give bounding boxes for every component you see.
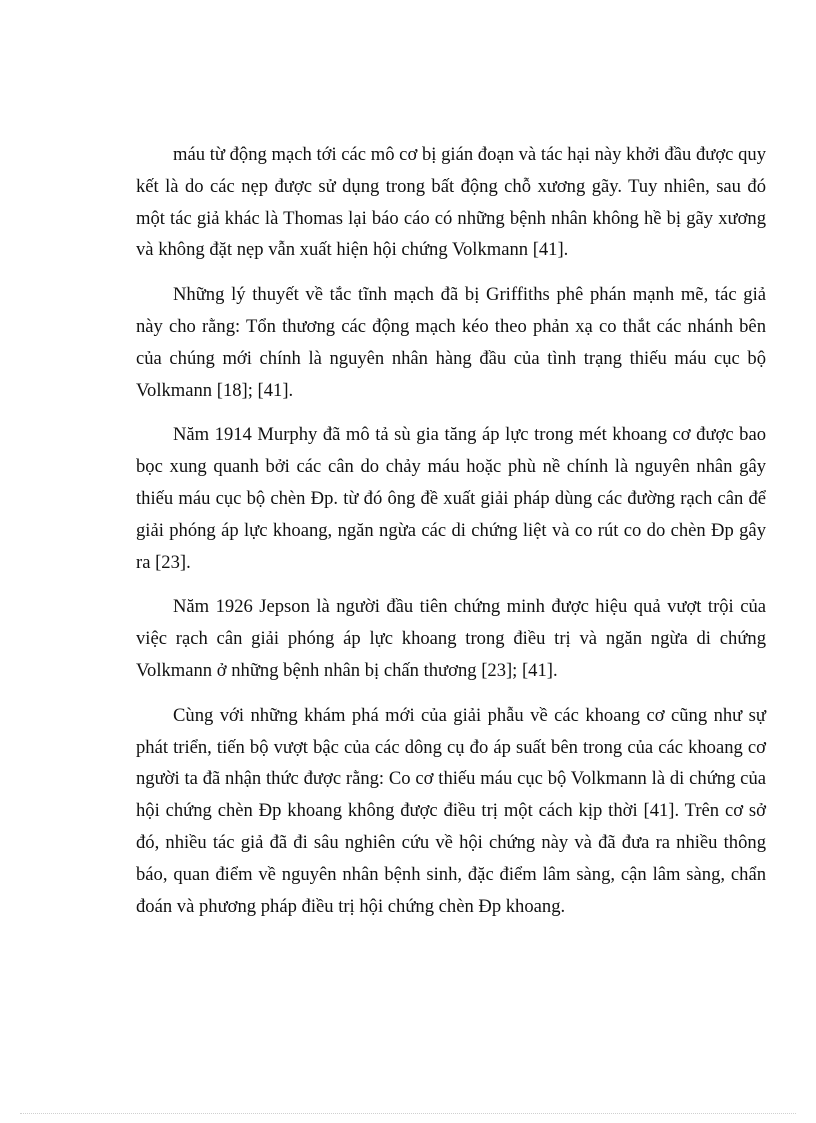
body-text [136,139,766,935]
paragraph-continued: máu từ động mạch tới các mô cơ bị gián đoạn và tác hại này khởi đầu được quy kết là do các nẹp được sử dụng trong bất động chỗ xương gãy. Tuy nhiên, sau đó một tác giả khác là Thomas lại báo cáo có những bệnh nhân không hề bị gãy xương và không đặt nẹp vẫn xuất hiện hội chứng Volkmann [41]. [136,144,766,261]
paragraph-jepson-1926: Năm 1926 Jepson là người đầu tiên chứng minh được hiệu quả vượt trội của việc rạch cân giải phóng áp lực khoang trong điều trị và ngăn ngừa di chứng Volkmann ở những bệnh nhân bị chấn thương [23]; [41]. [136,596,766,681]
paragraph-griffiths: Những lý thuyết về tắc tĩnh mạch đã bị Griffiths phê phán mạnh mẽ, tác giả này cho rằng: Tổn thương các động mạch kéo theo phản xạ co thắt các nhánh bên của chúng mới chính là nguyên nhân hàng đầu của tình trạng thiếu máu cục bộ Volkmann [18]; [41]. [136,284,766,401]
paragraph-khoang-co: Cùng với những khám phá mới của giải phẫu về các khoang cơ cũng như sự phát triển, tiến bộ vượt bậc của các dông cụ đo áp suất bên trong của các khoang cơ người ta đã nhận thức được rằng: Co cơ thiếu máu cục bộ Volkmann là di chứng của hội chứng chèn Đp khoang không được điều trị một cách kịp thời [41]. Trên cơ sở đó, nhiều tác giả đã đi sâu nghiên cứu về hội chứng này và đã đưa ra nhiều thông báo, quan điểm về nguyên nhân bệnh sinh, đặc điểm lâm sàng, cận lâm sàng, chẩn đoán và phương pháp điều trị hội chứng chèn Đp khoang. [136,704,766,917]
paragraph-murphy-1914: Năm 1914 Murphy đã mô tả sù gia tăng áp lực trong mét khoang cơ được bao bọc xung quanh bởi các cân do chảy máu hoặc phù nề chính là nguyên nhân gây thiếu máu cục bộ chèn Đp. từ đó ông đề xuất giải pháp dùng các đường rạch cân để giải phóng áp lực khoang, ngăn ngừa các di chứng liệt và co rút co do chèn Đp gây ra [23]. [136,424,766,573]
page-bottom-divider [20,1113,796,1114]
